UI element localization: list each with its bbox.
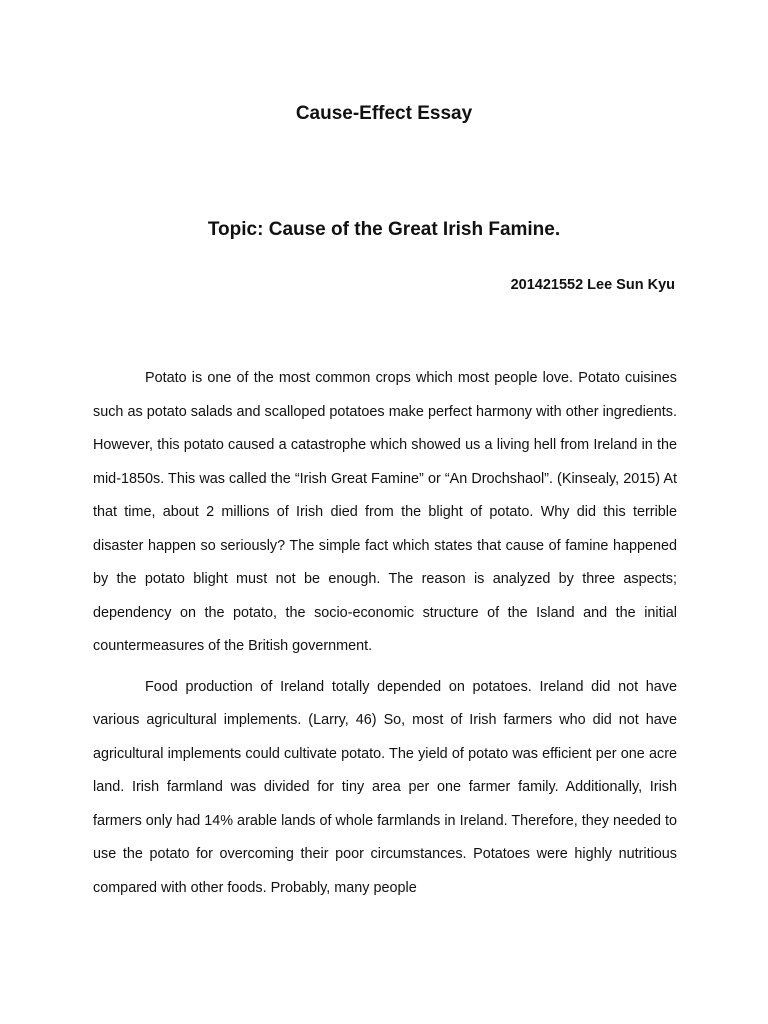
paragraph-1: Potato is one of the most common crops which most people love. Potato cuisines such as potato salads and scalloped potatoes make perfect harmony with other ingredients. However, this potato caused a catastrophe which showed us a living hell from Ireland in the mid-1850s. This was called the “Irish Great Famine” or “An Drochshaol”. (Kinsealy, 2015) At that time, about 2 millions of Irish died from the blight of potato. Why did this terrible disaster happen so seriously? The simple fact which states that cause of famine happened by the potato blight must not be enough. The reason is analyzed by three aspects; dependency on the potato, the socio-economic structure of the Island and the initial countermeasures of the British government.: [93, 370, 677, 654]
essay-body: [93, 362, 677, 912]
author-line: 201421552 Lee Sun Kyu: [510, 277, 675, 293]
essay-topic: Topic: Cause of the Great Irish Famine.: [207, 219, 561, 240]
paragraph-2: Food production of Ireland totally depended on potatoes. Ireland did not have various agricultural implements. (Larry, 46) So, most of Irish farmers who did not have agricultural implements could cultivate potato. The yield of potato was efficient per one acre land. Irish farmland was divided for tiny area per one farmer family. Additionally, Irish farmers only had 14% arable lands of whole farmlands in Ireland. Therefore, they needed to use the potato for overcoming their poor circumstances. Potatoes were highly nutritious compared with other foods. Probably, many people: [93, 678, 677, 896]
essay-title: Cause-Effect Essay: [295, 103, 473, 124]
